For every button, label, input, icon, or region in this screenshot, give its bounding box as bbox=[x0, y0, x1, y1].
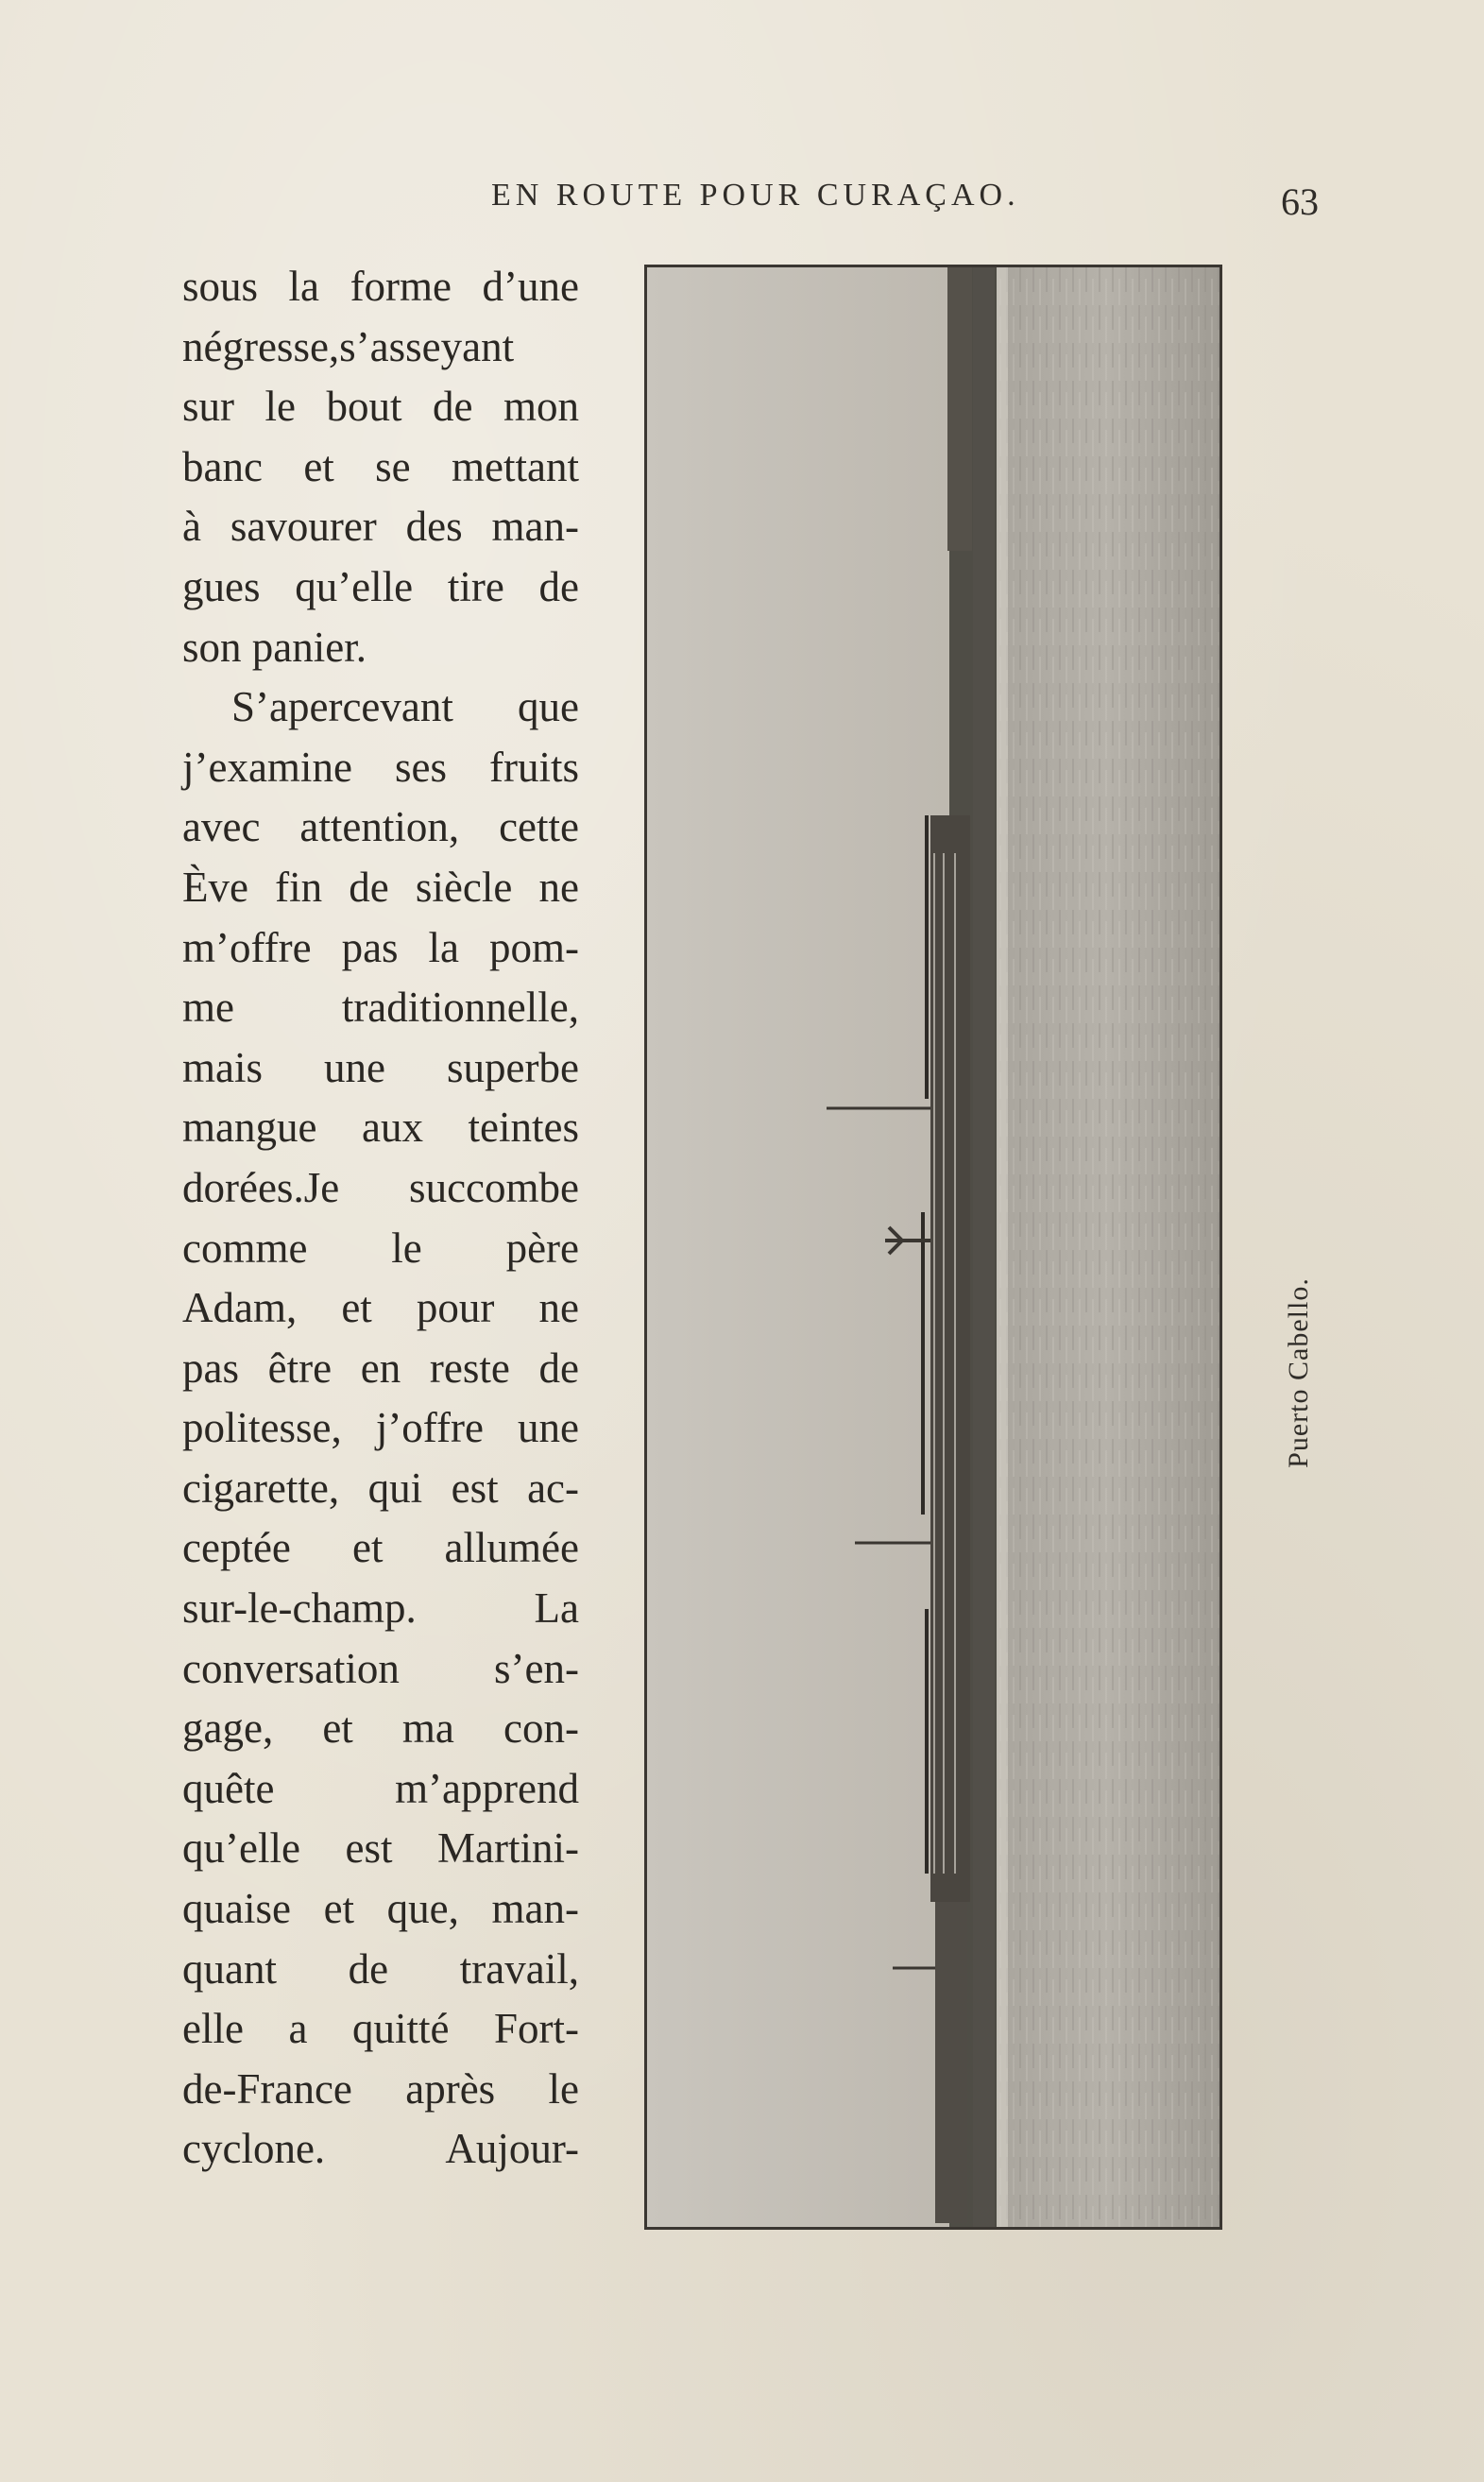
text-line: mangue aux teintes bbox=[182, 1104, 579, 1152]
text-line: elle a quitté Fort- bbox=[182, 2005, 579, 2053]
text-line: pas être en reste de bbox=[182, 1344, 579, 1392]
body-text-column bbox=[182, 257, 579, 2180]
text-line: dorées.Je succombe bbox=[182, 1163, 579, 1211]
text-line: négresse,s’asseyant bbox=[182, 322, 515, 370]
text-line: cigarette, qui est ac- bbox=[182, 1464, 579, 1512]
running-head: EN ROUTE POUR CURAÇAO. bbox=[491, 178, 1020, 213]
sea-texture bbox=[995, 267, 1220, 2227]
text-line: sur-le-champ. La bbox=[182, 1584, 579, 1633]
text-line: comme le père bbox=[182, 1224, 579, 1272]
text-line: politesse, j’offre une bbox=[182, 1404, 579, 1452]
text-line: m’offre pas la pom- bbox=[182, 923, 579, 971]
text-line: mais une superbe bbox=[182, 1043, 579, 1091]
text-line: Adam, et pour ne bbox=[182, 1284, 579, 1332]
page-number: 63 bbox=[1281, 180, 1319, 223]
town-buildings-north bbox=[947, 267, 972, 551]
text-line: qu’elle est Martini- bbox=[182, 1824, 579, 1873]
town-buildings-south bbox=[935, 1902, 967, 2223]
text-line: banc et se mettant bbox=[182, 442, 579, 490]
text-line: S’apercevant que bbox=[231, 683, 579, 731]
text-line: quant de travail, bbox=[182, 1944, 579, 1993]
text-line: à savourer des man- bbox=[182, 503, 579, 551]
paragraph bbox=[182, 677, 579, 2180]
text-line: cyclone. Aujour- bbox=[182, 2125, 579, 2173]
text-line: Ève fin de siècle ne bbox=[182, 863, 579, 911]
text-line: quête m’apprend bbox=[182, 1764, 579, 1812]
text-line: avec attention, cette bbox=[182, 803, 579, 851]
text-line: j’examine ses fruits bbox=[182, 743, 579, 791]
shore-reflection bbox=[997, 267, 1008, 2227]
text-line: quaise et que, man- bbox=[182, 1885, 579, 1933]
text-line: ceptée et allumée bbox=[182, 1524, 579, 1572]
figure-photograph bbox=[644, 265, 1222, 2230]
text-line: me traditionnelle, bbox=[182, 984, 579, 1032]
text-line: conversation s’en- bbox=[182, 1644, 579, 1692]
text-line: son panier. bbox=[182, 623, 367, 671]
harbor-photo-illustration bbox=[647, 267, 1220, 2227]
text-line: sur le bout de mon bbox=[182, 383, 579, 431]
paragraph bbox=[182, 257, 579, 677]
caption-text: Puerto Cabello. bbox=[1283, 1277, 1314, 1468]
text-line: gage, et ma con- bbox=[182, 1704, 579, 1753]
text-line: sous la forme d’une bbox=[182, 263, 579, 310]
text-line: gues qu’elle tire de bbox=[182, 562, 579, 610]
town-buildings bbox=[930, 815, 970, 1902]
text-line: de-France après le bbox=[182, 2064, 579, 2113]
